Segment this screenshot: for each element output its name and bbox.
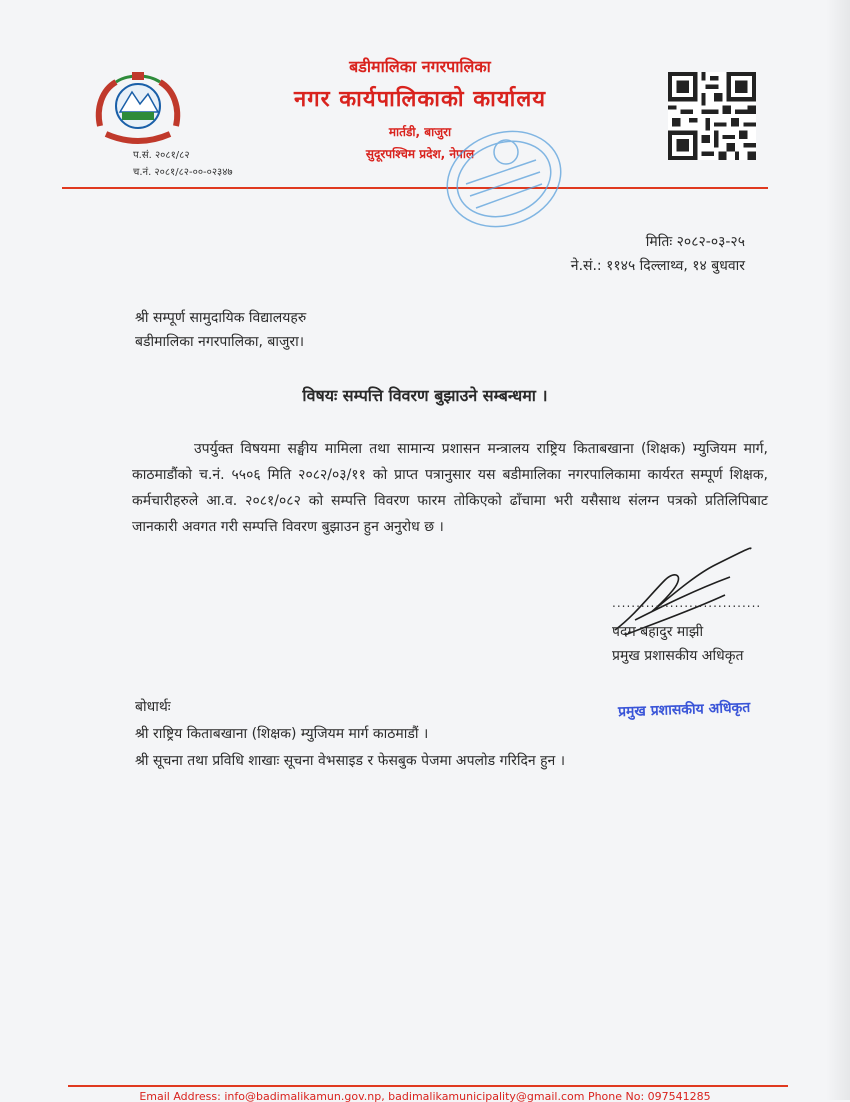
signatory-title: प्रमुख प्रशासकीय अधिकृत bbox=[612, 648, 744, 664]
reference-numbers bbox=[133, 147, 233, 181]
addressee bbox=[135, 306, 306, 354]
cc-line-2: श्री सूचना तथा प्रविधि शाखाः सूचना वेभसाइड र फेसबुक पेजमा अपलोड गरिदिन हुन । bbox=[135, 753, 566, 769]
patra-sankhya: प.सं. २०८१/८२ bbox=[133, 150, 190, 161]
cc-line-1: श्री राष्ट्रिय किताबखाना (शिक्षक) म्युजियम मार्ग काठमाडौं । bbox=[135, 726, 429, 742]
addressee-line-1: श्री सम्पूर्ण सामुदायिक विद्यालयहरु bbox=[135, 310, 307, 326]
letter-body bbox=[132, 436, 768, 540]
office-province: सुदूरपश्चिम प्रदेश, नेपाल bbox=[365, 147, 475, 161]
office-stamp-icon bbox=[436, 124, 566, 234]
date-block bbox=[571, 230, 745, 278]
cc-section bbox=[135, 694, 565, 775]
qr-code-icon bbox=[668, 72, 756, 160]
cc-heading: बोधार्थः bbox=[135, 699, 171, 715]
office-location: मार्तडी, बाजुरा bbox=[388, 125, 452, 139]
signature-line: ............................... bbox=[612, 596, 762, 610]
municipality-name: बडीमालिका नगरपालिका bbox=[349, 57, 491, 76]
chalani-number: च.नं. २०८१/८२-००-०२३४७ bbox=[133, 167, 233, 178]
letter-subject: विषयः सम्पत्ति विवरण बुझाउने सम्बन्धमा । bbox=[302, 386, 548, 405]
footer-divider bbox=[68, 1085, 788, 1087]
designation-seal: प्रमुख प्रशासकीय अधिकृत bbox=[617, 699, 751, 721]
signatory-name: पदम बहादुर माझी bbox=[612, 624, 704, 640]
footer-contact: Email Address: info@badimalikamun.gov.np, badimalikamunicipality@gmail.com Phone No: 097541285 bbox=[139, 1090, 711, 1102]
office-name: नगर कार्यपालिकाको कार्यालय bbox=[294, 87, 546, 112]
header-divider bbox=[62, 187, 768, 189]
nepal-sambat-date: ने.सं.: ११४५ दिल्लाथ्व, १४ बुधवार bbox=[570, 258, 745, 274]
signatory-block bbox=[612, 620, 743, 668]
page-edge-shadow bbox=[826, 0, 850, 1100]
body-paragraph: उपर्युक्त विषयमा सङ्घीय मामिला तथा सामान्य प्रशासन मन्त्रालय राष्ट्रिय किताबखाना (शिक्षक) म्युजियम मार्ग, काठमाडौंको च.नं. ५५०६ मिति २०८२/०३/११ को प्राप्त पत्रानुसार यस बडीमालिका नगरपालिकामा कार्यरत सम्पूर्ण शिक्षक, कर्मचारीहरुले आ.व. २०८१/०८२ को सम्पत्ति विवरण फारम तोकिएको ढाँचामा भरी यसैसाथ संलग्न पत्रको प्रतिलिपिबाट जानकारी अवगत गरी सम्पत्ति विवरण बुझाउन हुन अनुरोध छ । bbox=[132, 441, 768, 535]
nepal-emblem-icon bbox=[92, 68, 184, 148]
letter-date: मितिः २०८२-०३-२५ bbox=[645, 234, 745, 250]
addressee-line-2: बडीमालिका नगरपालिका, बाजुरा। bbox=[135, 334, 305, 350]
